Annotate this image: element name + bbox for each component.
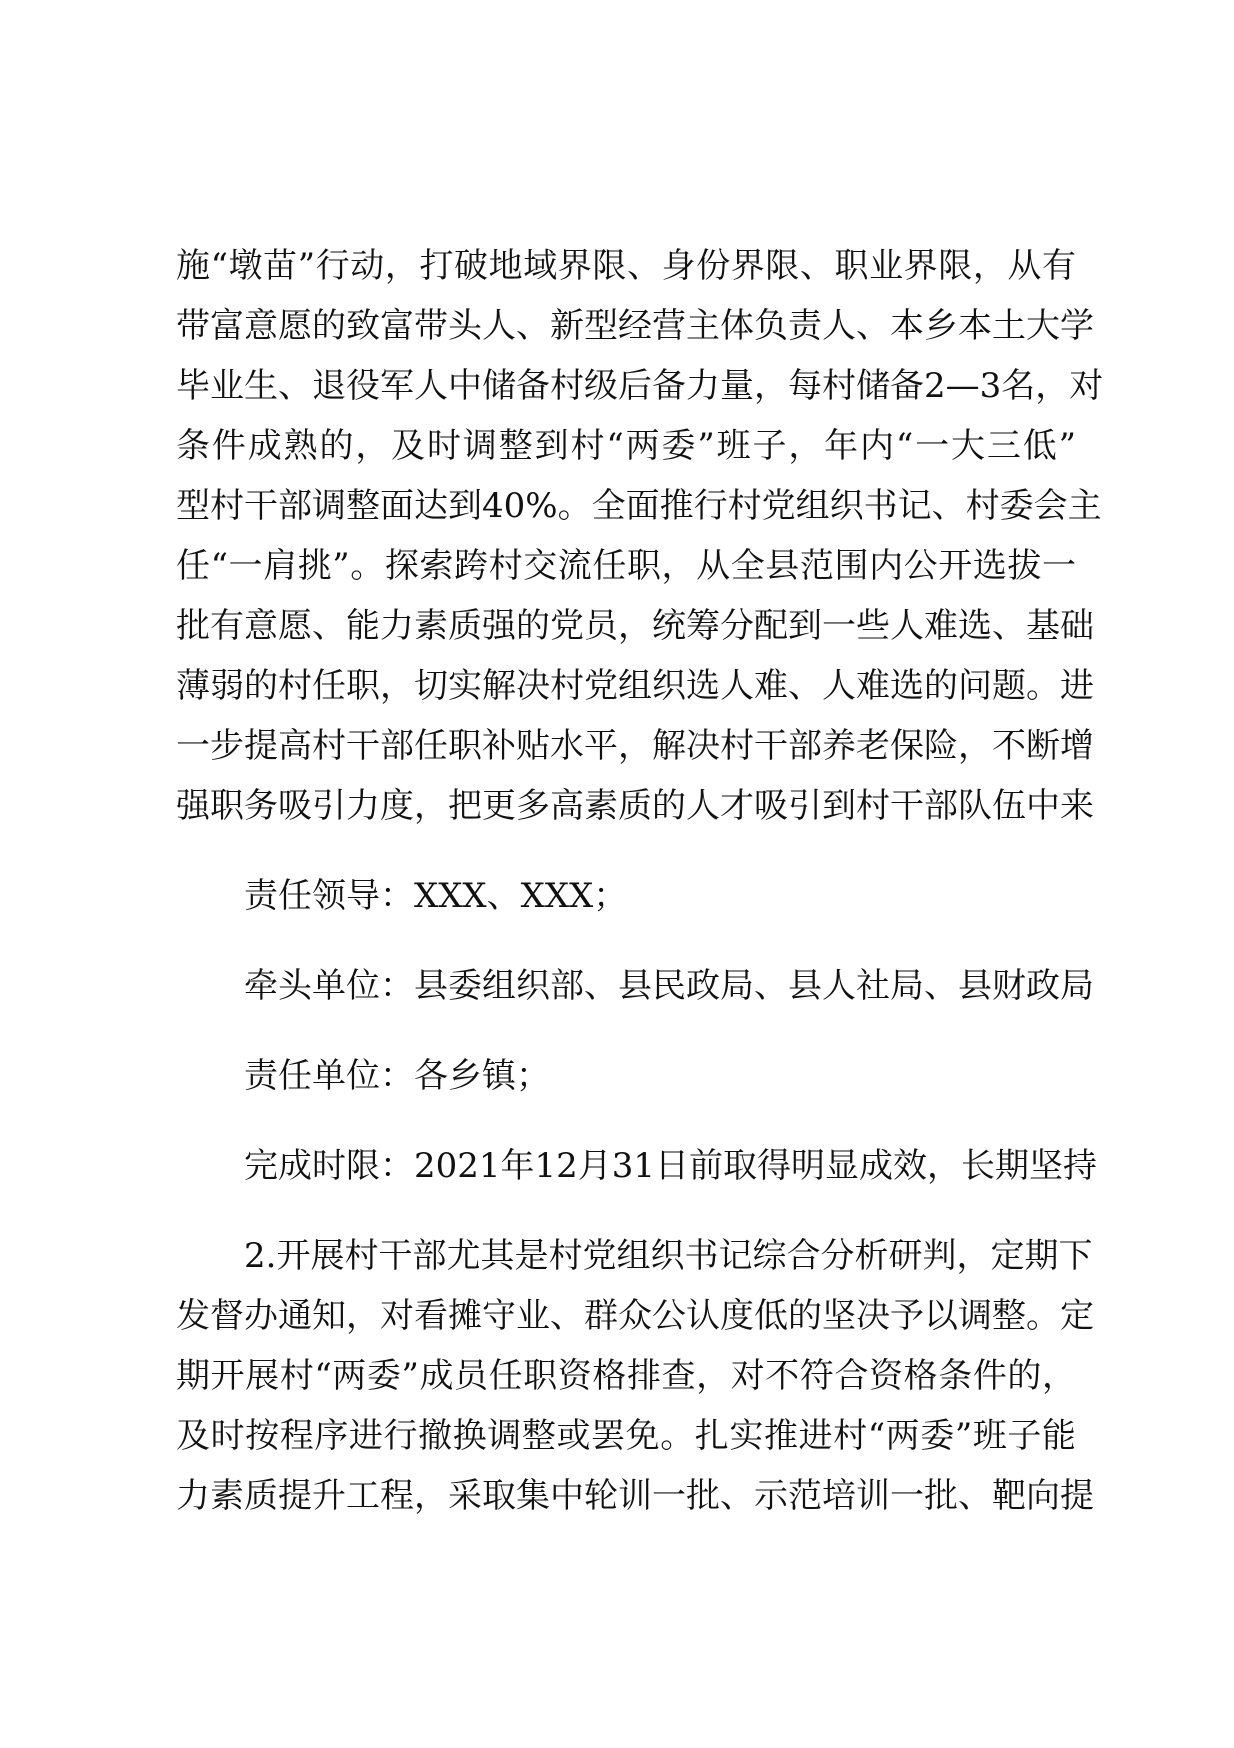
paragraph-line: 任“一肩挑”。探索跨村交流任职，从全县范围内公开选拔一 [176,546,1076,586]
paragraph-line: 一步提高村干部任职补贴水平，解决村干部养老保险，不断增 [176,726,1094,766]
responsible-unit: 责任单位：各乡镇； [244,1056,550,1096]
paragraph-2 [176,1226,1094,1526]
paragraph-line: 及时按程序进行撤换调整或罢免。扎实推进村“两委”班子能 [176,1416,1076,1456]
document-page [176,236,1104,1526]
paragraph-line: 期开展村“两委”成员任职资格排查，对不符合资格条件的， [176,1356,1076,1396]
paragraph-line: 发督办通知，对看摊守业、群众公认度低的坚决予以调整。定 [176,1296,1094,1336]
paragraph-line: 毕业生、退役军人中储备村级后备力量，每村储备2—3名，对 [176,366,1104,406]
paragraph-line: 强职务吸引力度，把更多高素质的人才吸引到村干部队伍中来 [176,786,1094,826]
paragraph-line: 薄弱的村任职，切实解决村党组织选人难、人难选的问题。进 [176,666,1094,706]
deadline: 完成时限：2021年12月31日前取得明显成效，长期坚持 [244,1146,1098,1186]
paragraph-line: 型村干部调整面达到40%。全面推行村党组织书记、村委会主 [176,486,1102,526]
paragraph-line: 2.开展村干部尤其是村党组织书记综合分析研判，定期下 [244,1236,1093,1276]
paragraph-1 [176,236,1104,836]
paragraph-line: 施“墩苗”行动，打破地域界限、身份界限、职业界限，从有 [176,246,1076,286]
responsible-leader: 责任领导：XXX、XXX； [244,876,628,916]
paragraph-line: 力素质提升工程，采取集中轮训一批、示范培训一批、靶向提 [176,1476,1094,1516]
paragraph-line: 带富意愿的致富带头人、新型经营主体负责人、本乡本土大学 [176,306,1094,346]
paragraph-line: 条件成熟的，及时调整到村“两委”班子，年内“一大三低” [176,426,1076,466]
paragraph-line: 批有意愿、能力素质强的党员，统筹分配到一些人难选、基础 [176,606,1094,646]
lead-unit: 牵头单位：县委组织部、县民政局、县人社局、县财政局 [244,966,1094,1006]
